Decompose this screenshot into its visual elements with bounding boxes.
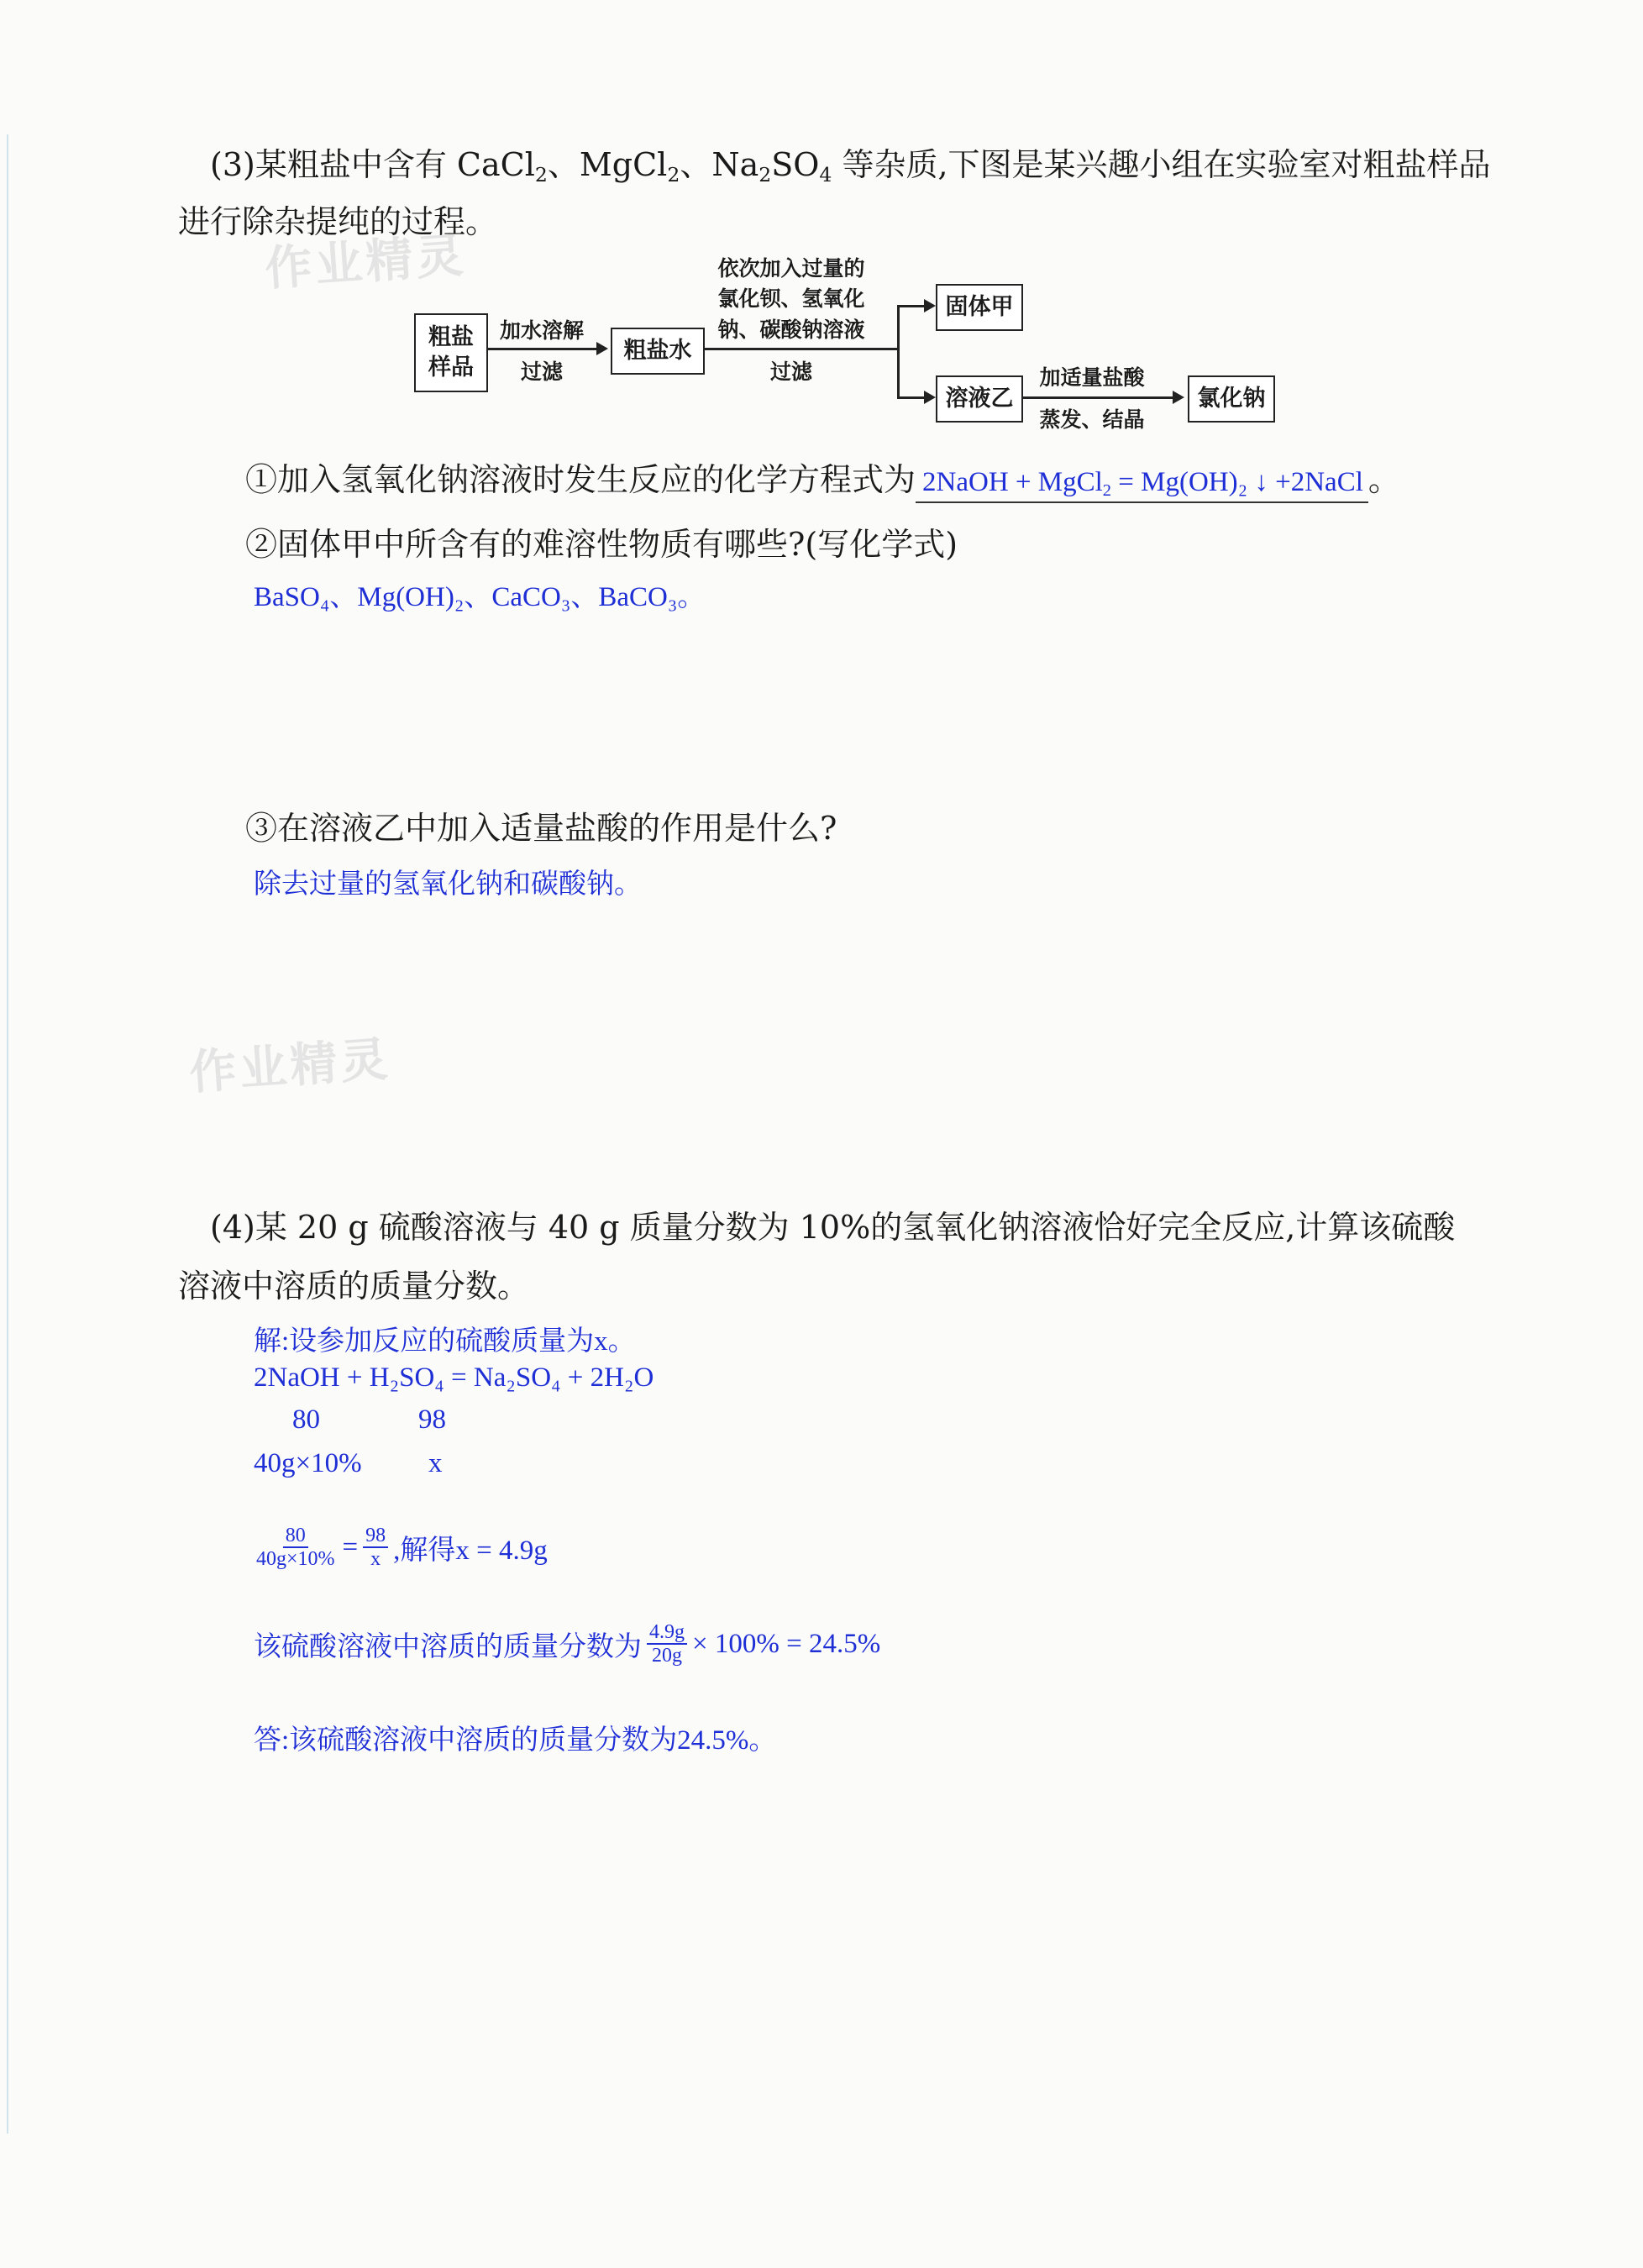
watermark: 作业精灵 bbox=[263, 228, 469, 297]
box-solution-b: 溶液乙 bbox=[936, 375, 1023, 423]
q3-stem-line1: (3)某粗盐中含有 CaCl$_2$、MgCl$_2$、$Na_2SO_4$ 等杂质,下图是某兴趣小组在实验室对粗盐样品 bbox=[210, 146, 1491, 187]
q4-molar-mass-naoh: 80 bbox=[292, 1404, 320, 1435]
branch-line bbox=[897, 305, 900, 397]
q4-stem-line1: (4)某 20 g 硫酸溶液与 40 g 质量分数为 10%的氢氧化钠溶液恰好完全反应,计算该硫酸 bbox=[210, 1209, 1456, 1246]
label-dissolve: 加水溶解 bbox=[499, 318, 584, 343]
q3-sub1: ①加入氢氧化钠溶液时发生反应的化学方程式为 2NaOH + MgCl$_2$ = Mg(OH)₂ ↓ +2NaCl 。 bbox=[245, 454, 1400, 503]
q3-sub3-answer: 除去过量的氢氧化钠和碳酸钠。 bbox=[254, 869, 642, 900]
q4-ratio: $\frac{80}{40g\times 10\%}$ = $\frac{98}{x}$ ,解得x = 4.9g bbox=[249, 1525, 548, 1571]
arrow-line-1 bbox=[487, 348, 596, 350]
q3-sub1-answer: 2NaOH + MgCl$_2$ = Mg(OH)₂ ↓ +2NaCl bbox=[916, 467, 1368, 503]
box-sodium-chloride: 氯化钠 bbox=[1188, 375, 1275, 423]
fraction: $\frac{80}{40g\times 10\%}$ bbox=[256, 1525, 335, 1571]
box-crude-salt-sample: 粗盐 样品 bbox=[414, 313, 488, 392]
branch-line-bottom bbox=[897, 396, 927, 399]
q3-sub1-prompt: ①加入氢氧化钠溶液时发生反应的化学方程式为 bbox=[245, 461, 916, 498]
label-add-reagents: 依次加入过量的 氯化钡、氢氧化 钠、碳酸钠溶液 bbox=[717, 256, 865, 342]
branch-line-top bbox=[897, 305, 927, 307]
arrow-head-solid bbox=[924, 299, 936, 312]
page-edge-line bbox=[7, 134, 8, 2134]
q4-stem-line2: 溶液中溶质的质量分数。 bbox=[178, 1268, 530, 1305]
box-brine: 粗盐水 bbox=[611, 328, 705, 375]
q4-conclusion: 答:该硫酸溶液中溶质的质量分数为24.5%。 bbox=[254, 1725, 777, 1756]
watermark: 作业精灵 bbox=[187, 1032, 393, 1101]
q4-given-mass: 40g×10% bbox=[254, 1448, 362, 1478]
fraction: $\frac{4.9g}{20g}$ bbox=[647, 1621, 687, 1667]
arrow-line-3 bbox=[1023, 396, 1173, 399]
q4-solution-setup: 解:设参加反应的硫酸质量为x。 bbox=[254, 1326, 636, 1357]
q4-equation: 2NaOH + H₂SO₄ = Na₂SO₄ + 2H₂O bbox=[254, 1362, 654, 1393]
arrow-line-2 bbox=[704, 348, 897, 350]
arrow-head-3 bbox=[1173, 391, 1184, 404]
q3-sub2-answer: BaSO₄、Mg(OH)₂、CaCO₃、BaCO₃。 bbox=[254, 582, 706, 612]
q4-unknown-x: x bbox=[428, 1448, 443, 1478]
arrow-head-1 bbox=[596, 342, 608, 355]
fraction: $\frac{98}{x}$ bbox=[363, 1525, 388, 1571]
q3-stem-line2: 进行除杂提纯的过程。 bbox=[178, 203, 498, 240]
box-solid-a: 固体甲 bbox=[936, 284, 1023, 331]
q3-sub2-prompt: ②固体甲中所含有的难溶性物质有哪些?(写化学式) bbox=[245, 526, 958, 563]
q3-sub3-prompt: ③在溶液乙中加入适量盐酸的作用是什么? bbox=[245, 810, 837, 847]
label-evaporate: 蒸发、结晶 bbox=[1039, 407, 1145, 432]
q4-mass-fraction: 该硫酸溶液中溶质的质量分数为 $\frac{4.9g}{20g}$ × 100% = 24.5% bbox=[254, 1621, 881, 1667]
label-filter-2: 过滤 bbox=[769, 360, 812, 384]
label-add-acid: 加适量盐酸 bbox=[1039, 365, 1145, 390]
label-filter-1: 过滤 bbox=[520, 360, 563, 384]
arrow-head-solution bbox=[924, 391, 936, 404]
q4-molar-mass-h2so4: 98 bbox=[418, 1404, 446, 1435]
